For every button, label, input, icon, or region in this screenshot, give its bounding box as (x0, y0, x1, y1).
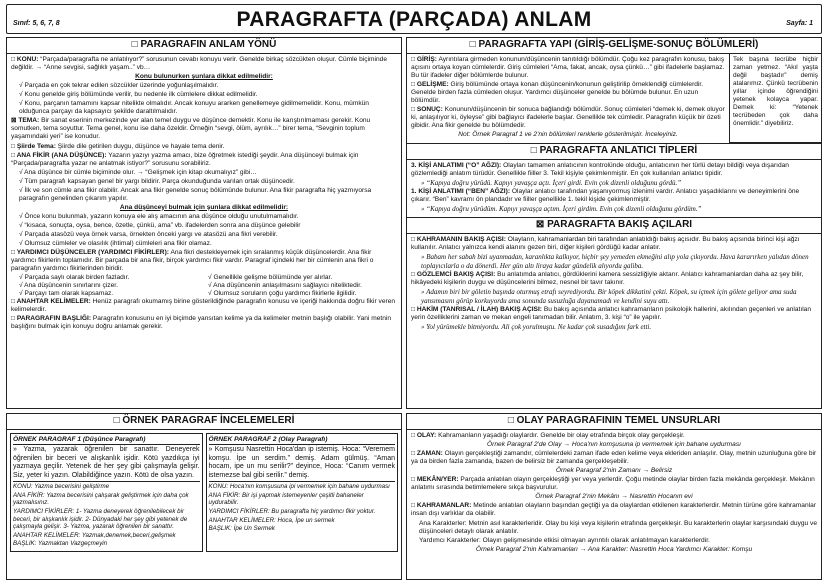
ana-item: √ Ana düşünce bir cümle biçiminde olur. → “Gelişmek için kitap okumalıyız” gibi… (19, 168, 257, 176)
ana-fikir-def: □ ANA FİKİR (ANA DÜŞÜNCE): Yazarın yazıyı yazma amacı, bize öğretmek istediği şeydir. Ana düşünceyi bulmak için “Parçada/paragrafta yazar ne anlatmak istiyor?” sorusunu sorabiliriz. (11, 151, 359, 167)
bakis-title: ⊠ PARAGRAFTA BAKIŞ AÇILARI (407, 217, 821, 234)
grade-label: Sınıf: 5, 6, 7, 8 (13, 20, 60, 28)
yardimci-item: √ Ana düşüncenin anlaşılmasını sağlayıcı niteliktedir. (208, 282, 362, 289)
example-side-note: Tek başına tecrübe hiçbir zaman yetmez. “Akıl yaşta değil baştadır” demiş atalarımız. Çünkü tecrübenin yıllar içinde öğrendiğini yetenek kolayca yapar. Demek ki: “Yetenek tecrübeden çok daha önemlidir.” diyebiliriz. (729, 54, 821, 142)
ornek-title: □ ÖRNEK PARAGRAF İNCELEMELERİ (7, 414, 401, 430)
yardimci-item: √ Genellikle gelişme bölümünde yer alırlar. (208, 273, 333, 281)
example-paragraph-2 (206, 433, 399, 552)
example-1-ana: ANA FİKİR: Yazma becerisini çalışarak geliştirmek için daha çok yazmalısınız. (13, 491, 189, 507)
tema-def: ⊠ TEMA: Bir sanat eserinin merkezinde yer alan temel duygu ve düşünce demektir. Konu ile karıştırılmaması gerekir. Konu somutken, tema soyuttur. Tema genel, konu ise daha özeldir. Örneğin “sevgi, ölüm, ayrılık…” birer tema, “Sevginin toplum yaşamındaki yeri” ise konudur. (11, 117, 371, 141)
content-grid (6, 37, 822, 580)
gozlemci-bakis-def: □ GÖZLEMCİ BAKIŞ AÇISI: Bu anlatımda anlatıcı, gördüklerini kamera sessizliğiyle aktarır. Anlatıcı kahramanlardan daha az şey bilir, hikâyedeki kişilerin duygu ve düşüncelerini bilmez, nesnel bir tavır takınır. (411, 271, 804, 287)
page-title: PARAGRAFTA (PARÇADA) ANLAM (236, 8, 592, 31)
hakim-bakis-quote: » Yol yürümekle bitmiyordu. Ali çok yorulmuştu. Ne kadar çok susadığını fark etti. (421, 323, 652, 332)
example-1-baslik: BAŞLIK: Yazmaktan Vazgeçmeyin (13, 540, 108, 548)
ana-sub-item: √ Önce konu bulunmalı, yazarın konuya ele alış amacının ana düşünce olduğu unutulmamalıdır. (19, 212, 299, 220)
mekan-example: Örnek Paragraf 2'nin Mekânı → Nasrettin Hocanın evi (535, 493, 693, 501)
konu-item: √ Konu, parçanın tamamını kapsar nitelikte olmalıdır. Ancak konuyu ararken genellemeye gidilmemelidir. Konu, mümkün olduğunca parçayı da kapsayıcı şekilde daraltılmalıdır. (19, 100, 369, 116)
yardimci-item: √ Olumsuz soruların çoğu yardımcı fikirlerle ilgilidir. (208, 290, 357, 298)
ana-sub-item: √ “kısaca, sonuçta, oysa, bence, özetle, çünkü, ama” vb. ifadelerden sonra ana düşünce gelebilir (19, 221, 301, 229)
giris-def: □ GİRİŞ: Ayrıntılara girmeden konunun/düşüncenin tanıtıldığı bölümdür. Çoğu kez paragrafın konusu, bakış açısını ortaya koyan cümlelerdir. Giriş cümleleri “Ama, fakat, ancak, oysa çünkü…” gibi ifadelerle başlamaz. Bu tür ifadeler diğer bölümlerde bulunur. (411, 56, 725, 80)
ornek-section (6, 413, 402, 580)
yapi-title: □ PARAGRAFTA YAPI (GİRİŞ-GELİŞME-SONUÇ BÖLÜMLERİ) (407, 38, 821, 54)
yapi-note: Not: Örnek Paragraf 1 ve 2'nin bölümleri renklerle gösterilmiştir. İnceleyiniz. (458, 131, 678, 139)
zaman-example: Örnek Paragraf 2'nin Zamanı → Belirsiz (555, 467, 673, 475)
yardimci-def: □ YARDIMCI DÜŞÜNCELER (YARDIMCI FİKİRLER): Ana fikri destekleyemek için sıralanmış küçük düşüncelerdir. Ana fikir yardımcı fikirlerin toplamıdır. Bir parçada bir ana fikir, birçok yardımcı fikir vardır. Paragraf içindeki her bir cümlenin ana fikri o paragrafın yardımcı fikirlerinden biridir. (11, 248, 374, 272)
example-1-text: » Yazma, yazarak öğrenilen bir sanattır. Deneyerek öğrenilen bir beceri ve alışkanlık işidir. Kötü yazdıkça iyi yazmaya geçilir. Yetenek de her şey gibi çalışmayla gelişir. Siz, yeter ki yazın. Olabildiğince yazın. Kötü de olsa yazın. (13, 446, 200, 482)
anlam-title: □ PARAGRAFIN ANLAM YÖNÜ (7, 38, 401, 54)
anahtar-def: □ ANAHTAR KELİMELER: Henüz paragrafı okumamış birine gösterildiğinde paragrafın konusu ve içeriği hakkında doğru fikir veren kelimelerdir. (11, 298, 396, 314)
example-2-yardimci: YARDIMCI FİKİRLER: Bu paragrafta hiç yardımcı fikir yoktur. (208, 508, 376, 516)
siir-tema-def: □ Şiirde Tema: Şiirde dile getirilen duygu, düşünce ve hayale tema denir. (11, 142, 225, 150)
yardimci-karakter-def: Yardımcı Karakterler: Olayın gelişmesinde etkisi olmayan ayrıntılı olarak anlatılmayan karakterlerdir. (419, 536, 710, 544)
example-2-ana: ANA FİKİR: Bir işi yapmak istemeyenler çeşitli bahaneler uydurabilir. (208, 491, 364, 507)
yardimci-item: √ Parçada saylı olarak birden fazladır. (19, 273, 130, 281)
gozlemci-bakis-quote: » Adamın biri bir göletin başında oturmuş etrafı seyrediyordu. Bir köpek dikkatini çekti. Köpek, su içmek için gölete geliyor ama suda yansımasını görüp korkuyordu ama sonunda susuzluğa dayanamadı ve kendini suyu attı. (421, 288, 797, 305)
ana-sub-item: √ Olumsuz cümleler ve olasılık (ihtimal) cümleleri ana fikir olamaz. (19, 239, 212, 247)
sonuc-def: □ SONUÇ: Konunun/düşüncenin bir sonuca bağlandığı bölümdür. Sonuç cümleleri “demek ki, demek oluyor ki, anlaşılıyor ki, öyleyse” gibi bağlayıcı ifadelerle başlar. Genellikle tek cümledir. Paragrafın küçük bir özeti gibidir. Ana fikir genelde bu bölümdedir. (411, 106, 725, 130)
example-2-baslik: BAŞLIK: İpe Un Sermek (208, 525, 275, 533)
example-1-title: ÖRNEK PARAGRAF 1 (Düşünce Paragrafı) (13, 436, 200, 445)
yapi-section (406, 37, 822, 409)
gelisme-def: □ GELİŞME: Giriş bölümünde ortaya konan düşüncenin/konunun geliştirilip örneklendiği cümlelerdir. Genelde birden fazla cümleden oluşur. Yardımcı düşünceler genelde bu bölümde bulunur. En uzun bölümdür. (411, 81, 704, 105)
kahraman-bakis-def: □ KAHRAMANIN BAKIŞ AÇISI: Olayların, kahramanlardan biri tarafından anlatıldığı bakış açısıdır. Bu bakış açısında birinci kişi ağzı kullanılır. Anlatıcı yalnızca kendi alanını gezen biri, diğer kişileri gördüğü kadar anlatır. (411, 236, 800, 252)
ucuncu-kisi-def: 3. KİŞİ ANLATIMI (“O” AĞZI): Olayları tamamen anlatıcının kontrolünde olduğu, anlatıcının her türlü detayı bildiği veya dışarıdan gözlemlediği anlatım türüdür. Genellikle fiiller 3. Tekil kişiyle çekimlenmiştir. En çok kullanılan anlatıcı tipidir. (411, 161, 789, 177)
ana-item: √ Tüm paragrafı kapsayan genel bir yargı bildirir. Parça okunduğunda varılan ortak düşüncedir. (19, 177, 295, 185)
ana-karakter-def: Ana Karakterler: Metnin asıl karakterleridir. Olay bu kişi veya kişilerin etrafında gerçekleşir. Bu karakterlerin olaylar karşısındaki duygu ve düşünceleri detaylı olarak anlatılır. (419, 519, 817, 535)
mekan-def: □ MEKÂN/YER: Parçada anlatılan olayın gerçekleştiği yer veya yerlerdir. Çoğu metinde olaylar birden fazla mekânda gerçekleşir. Mekânın anlatımı sırasında betimlemelere sıkça başvurulur. (411, 476, 815, 492)
konu-def: □ KONU: “Parçada/paragrafta ne anlatılıyor?” sorusunun cevabı konuyu verir. Genelde birkaç sözcükten oluşur. Cümle biçiminde değildir. → “Anne sevgisi, sağlıklı yaşam..” vb… (11, 56, 388, 72)
birinci-kisi-quote: » “Kapıya doğru yürüdüm. Kapıyı yavaşça açtım. İçeri girdim. Evin çok dizenli olduğunu gördüm.” (421, 205, 702, 214)
hakim-bakis-def: □ HAKİM (TANRISAL / İLAH) BAKIŞ AÇISI: Bu bakış açısında anlatıcı kahramanların psikolojik hallerini, akılından geçenleri ve anlatılan yerin özelliklerini zaman ve mekan engeli tanımadan bilir. Anlatım, 3. kişi “o” ile yapılır. (411, 306, 812, 322)
kahraman-bakis-quote: » Babam her sabah bizi uyanmadan, karanlıkta kalkıyor, hiçbir şey yemeden ekmeğini alıp yola çıkıyordu. Hava kararırken yalıdan dönen toplayıcılarla o da dönerdi. Her gün altı liraya kadar gündelik alıyordu galiba. (421, 253, 809, 270)
example-2-konu: KONU: Hoca'nın komşusuna ipi vermemek için bahane uydurması (208, 483, 390, 491)
konu-sub: Konu bulunurken şunlara dikkat edilmelidir: (135, 73, 273, 81)
kahraman-example: Örnek Paragraf 2'nin Kahramanları → Ana Karakter: Nasrettin Hoca Yardımcı Karakter: Komşu (475, 545, 753, 553)
kahramanlar-def: □ KAHRAMANLAR: Metinde anlatılan olayların başından geçtiği ya da olaylardan etkilenen karakterlerdir. Metnin türüne göre kahramanlar insan dışı varlıklar da olabilir. (411, 502, 816, 518)
konu-item: √ Konu genelde giriş bölümünde verilir, bu nedenle ilk cümlelere dikkat edilmelidir. (19, 91, 258, 99)
anlam-section (6, 37, 402, 409)
olay-example: Örnek Paragraf 2'de Olay → Hoca'nın komşusuna ip vermemek için bahane uydurması (487, 441, 741, 449)
example-2-title: ÖRNEK PARAGRAF 2 (Olay Paragrafı) (209, 436, 396, 445)
example-1-yardimci: YARDIMCI FİKİRLER: 1- Yazma deneyerek öğrenilebilecek bir beceri, bir alışkanlık işidir. 2- Dünyadaki her şey gibi yetenek de çalışmayla gelişir. 3- Yazma, yazarak öğrenilen bir sanattır. (13, 508, 188, 531)
olay-section (406, 413, 822, 580)
zaman-def: □ ZAMAN: Olayın gerçekleştiği zamandır, cümlelerdeki zaman ifade eden kelime veya ekleriden anlaşılır. Olay, metnin uzunluğuna göre bir ya da birden fazla zamanda, bazen de belirsiz bir zamanda gerçekleşebilir. (411, 450, 817, 466)
example-1-konu: KONU: Yazma becerisini geliştirme (13, 483, 110, 491)
olay-def: □ OLAY: Kahramanların yaşadığı olaylardır. Genelde bir olay etrafında birçok olay gerçekleşir. (411, 432, 685, 440)
ana-sub: Ana düşünceyi bulmak için şunlara dikkat edilmelidir: (119, 203, 289, 211)
page-header (6, 4, 822, 34)
ucuncu-kisi-quote: » “Kapıya doğru yürüdü. Kapıyı yavaşça açtı. İçeri girdi. Evin çok dizenli olduğunu gördü.” (421, 178, 682, 187)
example-1-anahtar: ANAHTAR KELİMELER: Yazmak,denemek,beceri,gelişmek (13, 531, 176, 539)
yardimci-items (11, 274, 397, 298)
konu-item: √ Parçada en çok tekrar edilen sözcükler üzerinde yoğunlaşılmalıdır. (19, 82, 219, 90)
example-2-text: » Komşusu Nasrettin Hoca'dan ip istemiş. Hoca: “Veremem komşu. İpe un serdim.” demiş. Adam gülmüş. “Aman hocam, ipe un mu serilir?” deyince, Hoca: “Canım vermek istemezse bal gibi serilir.” demiş. (209, 446, 396, 482)
birinci-kisi-def: 1. KİŞİ ANLATIMI (“BEN” AĞZI): Olaylar anlatıcı tarafından yaşanıyormuş izlenimi vardır. Anlatıcı yaşadıklarını ve deneyimlerini öne çıkarır. “Ben” kavramı ön plandadır ve fiiller genellikle 1. tekil kişide çekimlenmiştir. (411, 188, 800, 204)
yardimci-item: √ Ana düşüncenin sınırlarını çizer. (19, 282, 118, 289)
example-paragraph-1 (10, 433, 203, 552)
example-2-anahtar: ANAHTAR KELİMELER: Hoca, İpe un sermek (208, 516, 335, 524)
yardimci-item: √ Parçayı tam olarak kapsamaz. (19, 290, 114, 298)
ana-sub-item: √ Parçada atasözü veya örnek varsa, örnekten önceki yargı ve atasözü ana fikri verebilir. (19, 230, 278, 238)
olay-title: □ OLAY PARAGRAFININ TEMEL UNSURLARI (407, 414, 821, 430)
anlatici-title: □ PARAGRAFTA ANLATICI TİPLERİ (407, 143, 821, 160)
page-number: Sayfa: 1 (786, 20, 813, 28)
baslik-def: □ PARAGRAFIN BAŞLIĞI: Paragrafın konusunu en iyi biçimde yansıtan kelime ya da kelimeler metnin başlığı olabilir. Yani metnin başlığını bulmak için konuyu doğru anlamak gerekir. (11, 315, 392, 331)
ana-item: √ İlk ve son cümle ana fikir olabilir. Ancak ana fikir genelde sonuç bölümünde bulunur. Ana fikir paragrafta hiç yazmıyorsa paragrafın genelinden çıkarım yapılır. (19, 186, 372, 202)
